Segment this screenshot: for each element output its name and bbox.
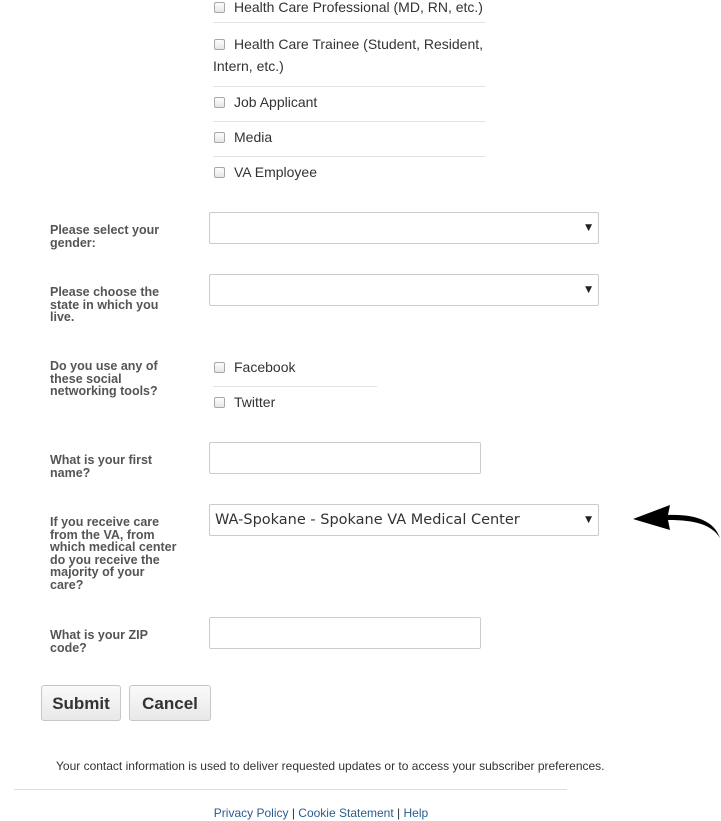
checkbox-icon[interactable] bbox=[214, 362, 225, 373]
first-name-label-line: What is your first bbox=[50, 453, 153, 467]
state-label bbox=[50, 286, 200, 324]
medical-center-label-line: from the VA, from bbox=[50, 527, 155, 542]
footer-links bbox=[0, 806, 642, 820]
medical-center-select-value: WA-Spokane - Spokane VA Medical Center bbox=[215, 512, 520, 528]
help-link[interactable]: Help bbox=[403, 806, 429, 820]
medical-center-label-line: do you receive the bbox=[50, 552, 160, 567]
medical-center-label bbox=[50, 516, 200, 591]
checkbox-item[interactable] bbox=[213, 126, 486, 157]
dropdown-arrow-icon[interactable]: ▼ bbox=[585, 515, 592, 525]
checkbox-icon[interactable] bbox=[214, 2, 225, 13]
medical-center-select[interactable] bbox=[209, 504, 599, 536]
link-separator: | bbox=[291, 806, 295, 820]
state-label-line: live. bbox=[50, 310, 75, 324]
privacy-policy-link[interactable]: Privacy Policy bbox=[213, 806, 289, 820]
checkbox-item[interactable] bbox=[213, 0, 486, 23]
state-label-line: Please choose the bbox=[50, 285, 160, 299]
checkbox-label: Facebook bbox=[234, 359, 296, 375]
first-name-input[interactable] bbox=[209, 442, 481, 474]
curved-arrow-icon bbox=[632, 503, 721, 539]
zip-label-line: code? bbox=[50, 640, 87, 655]
checkbox-item[interactable] bbox=[213, 161, 486, 187]
checkbox-twitter[interactable] bbox=[213, 391, 486, 417]
zip-label bbox=[50, 629, 200, 654]
dropdown-arrow-icon[interactable]: ▼ bbox=[585, 223, 592, 233]
checkbox-label: Twitter bbox=[234, 394, 276, 410]
checkbox-icon[interactable] bbox=[214, 132, 225, 143]
dropdown-arrow-icon[interactable]: ▼ bbox=[585, 285, 592, 295]
medical-center-label-line: majority of your bbox=[50, 565, 145, 579]
state-select[interactable] bbox=[209, 274, 599, 306]
checkbox-label: Health Care Trainee (Student, Resident, bbox=[234, 36, 484, 52]
checkbox-icon[interactable] bbox=[214, 39, 225, 50]
social-label bbox=[50, 360, 200, 398]
gender-select[interactable] bbox=[209, 212, 599, 244]
gender-label-line: gender: bbox=[50, 235, 96, 250]
first-name-label-line: name? bbox=[50, 465, 91, 480]
social-label-line: these social bbox=[50, 371, 122, 386]
checkbox-label-continued: Intern, etc.) bbox=[213, 58, 284, 74]
social-label-line: Do you use any of bbox=[50, 359, 158, 373]
link-separator: | bbox=[397, 806, 401, 820]
zip-label-line: What is your ZIP bbox=[50, 628, 148, 642]
gender-label bbox=[50, 224, 200, 249]
footer-note: Your contact information is used to deliver requested updates or to access your subscriber preferences. bbox=[56, 759, 605, 773]
footer-divider bbox=[14, 789, 567, 790]
medical-center-label-line: which medical center bbox=[50, 540, 177, 554]
zip-input[interactable] bbox=[209, 617, 481, 649]
checkbox-facebook[interactable] bbox=[213, 356, 377, 387]
cancel-button[interactable]: Cancel bbox=[129, 685, 211, 721]
gender-label-line: Please select your bbox=[50, 223, 160, 237]
submit-button[interactable]: Submit bbox=[41, 685, 121, 721]
checkbox-item[interactable] bbox=[213, 33, 486, 87]
checkbox-label: Media bbox=[234, 129, 273, 145]
checkbox-label: VA Employee bbox=[234, 164, 318, 180]
state-label-line: state in which you bbox=[50, 297, 159, 312]
checkbox-label: Health Care Professional (MD, RN, etc.) bbox=[234, 0, 483, 15]
social-label-line: networking tools? bbox=[50, 384, 158, 398]
first-name-label bbox=[50, 454, 200, 479]
cookie-statement-link[interactable]: Cookie Statement bbox=[298, 806, 394, 820]
checkbox-icon[interactable] bbox=[214, 397, 225, 408]
checkbox-label: Job Applicant bbox=[234, 94, 318, 110]
medical-center-label-line: If you receive care bbox=[50, 515, 160, 529]
checkbox-item[interactable] bbox=[213, 91, 486, 122]
checkbox-icon[interactable] bbox=[214, 167, 225, 178]
medical-center-label-line: care? bbox=[50, 577, 84, 592]
checkbox-icon[interactable] bbox=[214, 97, 225, 108]
